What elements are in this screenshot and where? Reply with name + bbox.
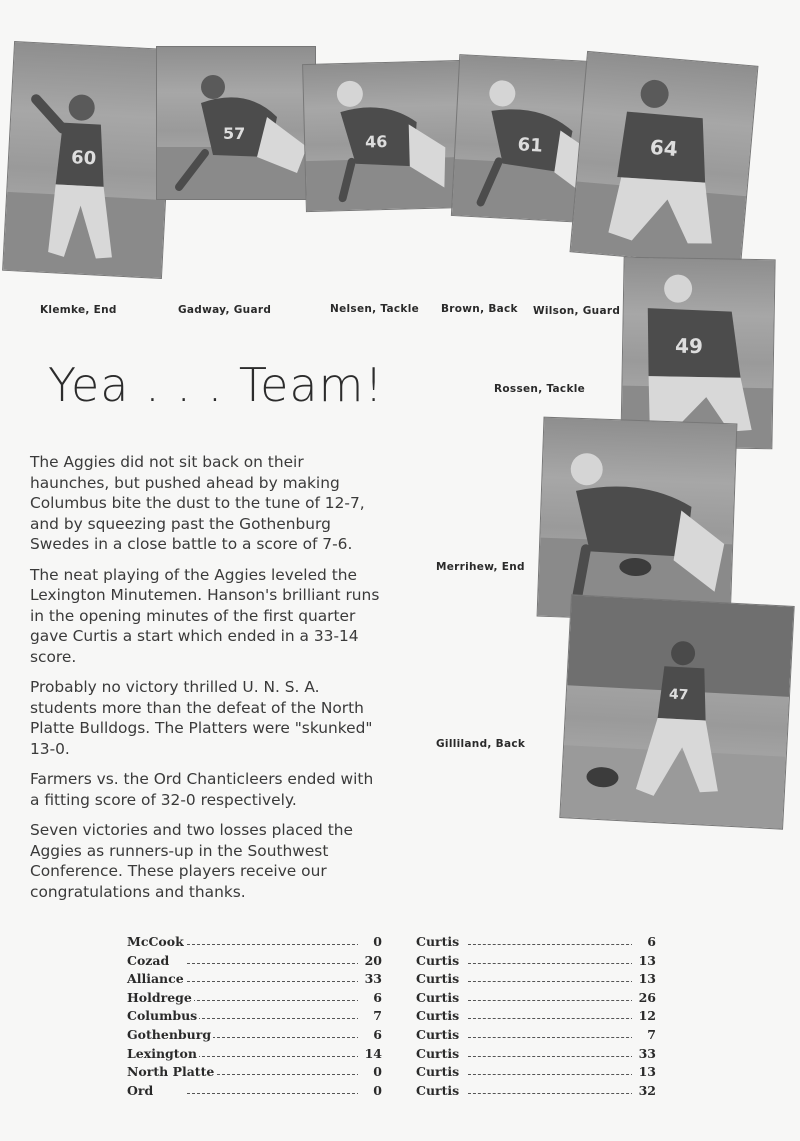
- paragraph: The neat playing of the Aggies leveled the Lexington Minutemen. Hanson's brilliant runs in the opening minutes of the first quarter gave Curtis a start which ended in a 33-14 score.: [30, 565, 380, 666]
- jersey-number: 49: [674, 333, 704, 359]
- caption-merrihew: Merrihew, End: [436, 561, 525, 573]
- opponent-score: 6: [358, 1027, 382, 1042]
- jersey-number: 64: [648, 134, 679, 162]
- table-row: [416, 1064, 656, 1083]
- photo-merrihew: [537, 417, 738, 624]
- opponent-name: Alliance: [127, 971, 184, 987]
- jersey-number: 46: [364, 131, 388, 152]
- team-score: 13: [632, 953, 656, 968]
- team-score: 7: [632, 1027, 656, 1042]
- table-row: [127, 1027, 382, 1046]
- opponent-scores: [127, 934, 382, 1101]
- photo-nelsen: [302, 60, 468, 212]
- table-row: [127, 934, 382, 953]
- team-score: 12: [632, 1008, 656, 1023]
- opponent-name: Lexington: [127, 1045, 197, 1061]
- table-row: [127, 990, 382, 1009]
- opponent-score: 0: [358, 1064, 382, 1079]
- caption-rossen: Rossen, Tackle: [494, 383, 586, 395]
- paragraph: Farmers vs. the Ord Chanticleers ended with a fitting score of 32-0 respectively.: [30, 770, 374, 809]
- photo-gilliland: [559, 594, 794, 829]
- player-illustration: [3, 42, 173, 278]
- team-name: Curtis: [416, 1045, 460, 1061]
- jersey-number: 47: [668, 686, 689, 704]
- opponent-name: McCook: [127, 934, 184, 949]
- opponent-score: 20: [358, 953, 382, 968]
- caption-gilliland: Gilliland, Back: [436, 738, 526, 750]
- jersey-number: 57: [223, 124, 246, 143]
- player-illustration: [303, 61, 467, 211]
- opponent-score: 33: [358, 971, 382, 986]
- caption-brown: Brown, Back: [441, 303, 518, 315]
- opponent-name: Ord: [127, 1082, 154, 1098]
- team-name: Curtis: [416, 971, 460, 987]
- team-score: 26: [632, 990, 656, 1005]
- table-row: [416, 1046, 656, 1065]
- page-title: Yea . . . Team!: [48, 358, 384, 412]
- player-illustration: [571, 52, 758, 266]
- caption-wilson: Wilson, Guard: [533, 305, 621, 317]
- paragraph: Probably no victory thrilled U. N. S. A. students more than the defeat of the North Platte Bulldogs. The Platters were "skunked" 13-0.: [30, 678, 373, 758]
- jersey-number: 61: [517, 134, 544, 157]
- table-row: [127, 1046, 382, 1065]
- table-row: [416, 953, 656, 972]
- caption-gadway: Gadway, Guard: [178, 304, 272, 316]
- team-score: 6: [632, 934, 656, 949]
- table-row: [127, 1083, 382, 1102]
- opponent-name: Holdrege: [127, 989, 192, 1005]
- jersey-number: 60: [70, 147, 97, 170]
- team-score: 13: [632, 1064, 656, 1079]
- team-name: Curtis: [416, 952, 460, 968]
- article-body: [30, 452, 380, 912]
- team-score: 33: [632, 1046, 656, 1061]
- table-row: [416, 990, 656, 1009]
- team-name: Curtis: [416, 1008, 460, 1024]
- opponent-name: Columbus: [127, 1008, 198, 1024]
- table-row: [416, 934, 656, 953]
- opponent-name: Cozad: [127, 952, 170, 968]
- curtis-scores: [416, 934, 656, 1101]
- opponent-name: North Platte: [127, 1064, 215, 1080]
- table-row: [416, 1008, 656, 1027]
- photo-klemke: [2, 41, 174, 279]
- team-score: 32: [632, 1083, 656, 1098]
- opponent-score: 0: [358, 1083, 382, 1098]
- photo-wilson: [570, 51, 759, 267]
- opponent-score: 14: [358, 1046, 382, 1061]
- team-name: Curtis: [416, 1026, 460, 1042]
- table-row: [416, 1027, 656, 1046]
- team-name: Curtis: [416, 1064, 460, 1080]
- player-illustration: [538, 418, 737, 623]
- team-name: Curtis: [416, 989, 460, 1005]
- table-row: [127, 953, 382, 972]
- opponent-score: 0: [358, 934, 382, 949]
- caption-nelsen: Nelsen, Tackle: [330, 303, 420, 315]
- table-row: [127, 971, 382, 990]
- team-name: Curtis: [416, 1082, 460, 1098]
- player-illustration: [560, 595, 793, 828]
- table-row: [416, 1083, 656, 1102]
- paragraph: The Aggies did not sit back on their haunches, but pushed ahead by making Columbus bite the dust to the tune of 12-7, and by squeezing past the Gothenburg Swedes in a close battle to a score of 7-6.: [30, 453, 365, 553]
- caption-klemke: Klemke, End: [40, 304, 117, 316]
- opponent-score: 7: [358, 1008, 382, 1023]
- opponent-score: 6: [358, 990, 382, 1005]
- player-illustration: [157, 47, 315, 199]
- paragraph: Seven victories and two losses placed the Aggies as runners-up in the Southwest Conference. These players receive our congratulations and thanks.: [30, 821, 353, 901]
- team-score: 13: [632, 971, 656, 986]
- photo-gadway: [156, 46, 316, 200]
- table-row: [416, 971, 656, 990]
- table-row: [127, 1064, 382, 1083]
- opponent-name: Gothenburg: [127, 1026, 212, 1042]
- table-row: [127, 1008, 382, 1027]
- team-name: Curtis: [416, 934, 460, 949]
